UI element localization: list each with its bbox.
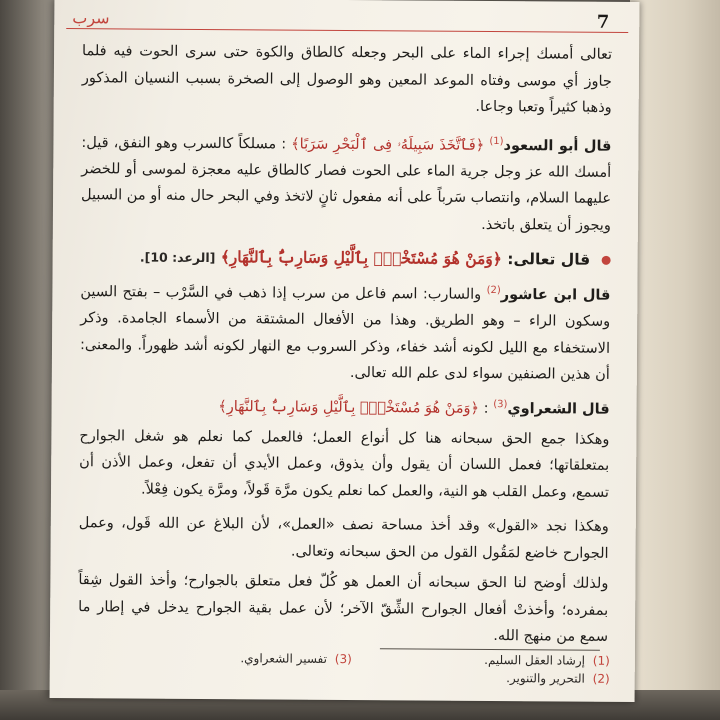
page-body (78, 38, 612, 655)
quran-quote-shaarawi: ﴿وَمَنْ هُوَ مُسْتَخْفٍۭ بِٱلَّيْلِ وَسَارِبٌۢ بِٱلنَّهَارِ﴾ (218, 398, 480, 417)
speaker-shaarawi: قال الشعراوي (507, 400, 610, 418)
verse-lead: قال تعالى: (507, 250, 591, 270)
paragraph-ibn-ashur (80, 275, 611, 389)
footnote-text: تفسير الشعراوي. (240, 651, 328, 666)
footnote-ref-2: (2) (486, 284, 501, 296)
quran-quote-abu-saud: ﴿فَٱتَّخَذَ سَبِيلَهُۥ فِى ٱلْبَحْرِ سَرَبًا﴾ (291, 135, 485, 154)
book-page (50, 0, 640, 702)
speaker-abu-saud: قال أبو السعود (503, 137, 612, 155)
footnote-1 (484, 653, 610, 668)
footnote-number: (2) (592, 671, 610, 686)
paragraph-shaarawi-1: وهكذا جمع الحق سبحانه هنا كل أنواع العمل؛ فالعمل كما نعلم هو شغل الجوارح بمتعلقاتها؛ فعمل اللسان أن يقول وأن يذوق، وعمل الأيدي أن تفعل، وعمل الأذن أن تسمع، وعمل القلب هو النية، والعمل كما نعلم يكون مرَّة قَولاً، ومرَّة يكون فِعْلاً. (79, 428, 610, 501)
footnote-text: إرشاد العقل السليم. (484, 652, 586, 668)
footnote-number: (3) (334, 651, 352, 667)
footnote-2 (506, 671, 610, 686)
paragraph-abu-saud (81, 126, 612, 240)
paragraph-shaarawi-3: ولذلك أوضح لنا الحق سبحانه أن العمل هو كُلّ فعل متعلق بالجوارح؛ وأخذ القول شِقاً بمفرده؛ وأخذتْ أفعال الجوارح الشِّقّ الآخر؛ لأن عمل بقية الجوارح يدخل في إطار ما سمع من منهج الله. (78, 572, 609, 646)
paragraph-shaarawi-head: قال الشعراوي$^{(3)}$ : ﴿وَمَنْ هُوَ مُسْتَخْفٍۭ بِٱلَّيْلِ وَسَارِبٌۢ بِٱلنَّهَارِ﴾ (218, 398, 610, 418)
verse-heading (81, 243, 611, 274)
verse-reference: [الرعد: 10]. (139, 249, 216, 266)
paragraph-shaarawi-2: وهكذا نجد «القول» وقد أخذ مساحة نصف «العمل»، لأن البلاغ عن الله قَول، وعمل الجوارح خاضع لمَقُول القول من الحق سبحانه وتعالى. (78, 515, 609, 562)
running-title: سرب (72, 8, 110, 28)
paragraph-intro: تعالى أمسك إجراء الماء على البحر وجعله كالطاق والكوة حتى سرى الحوت فيه فلما جاوز أي موسى وفتاه الموعد المعين وهو الوصول إلى الصخرة بسبب النسيان المذكور وذهبا كثيراً وتعبا وجاعا. (81, 43, 613, 116)
footnote-ref-1: (1) (489, 135, 504, 147)
abu-saud-text: : مسلكاً كالسرب وهو النفق، قيل: أمسك الله عز وجل جرية الماء على الحوت فصار كالطاق عليه معجزة لموسى أو للخضر عليهما السلام، وانتصاب سَرباً على أنه مفعول ثانٍ لاتخذ وفي البحر حال منه أو من السبيل ويجوز أن يتعلق باتخذ. (81, 134, 612, 234)
ibn-ashur-text: والسارب: اسم فاعل من سرب إذا ذهب في السَّرْب – بفتح السين وسكون الراء – وهو الطريق. وهذا من الأفعال المشتقة من الأسماء الجامدة. وذكر الاستخفاء مع الليل لكونه أشد خفاء، وذكر السروب مع النهار لكونه أشد ظهوراً. والمعنى: أن هذين الصنفين سواء لدى علم الله تعالى. (79, 283, 611, 384)
speaker-ibn-ashur: قال ابن عاشور (500, 286, 611, 304)
background-right-page (630, 0, 720, 720)
footnote-ref-3: (3) (493, 398, 508, 410)
footnote-3 (240, 651, 352, 666)
quran-verse: ﴿وَمَنْ هُوَ مُسْتَخْفٍۭ بِٱلَّيْلِ وَسَارِبٌۢ بِٱلنَّهَارِ﴾ (220, 247, 502, 269)
page-number: 7 (596, 11, 610, 33)
footnote-text: التحرير والتنوير. (506, 671, 585, 686)
footnote-number: (1) (592, 653, 610, 668)
bullet-icon (602, 256, 611, 265)
footnotes (80, 650, 610, 698)
